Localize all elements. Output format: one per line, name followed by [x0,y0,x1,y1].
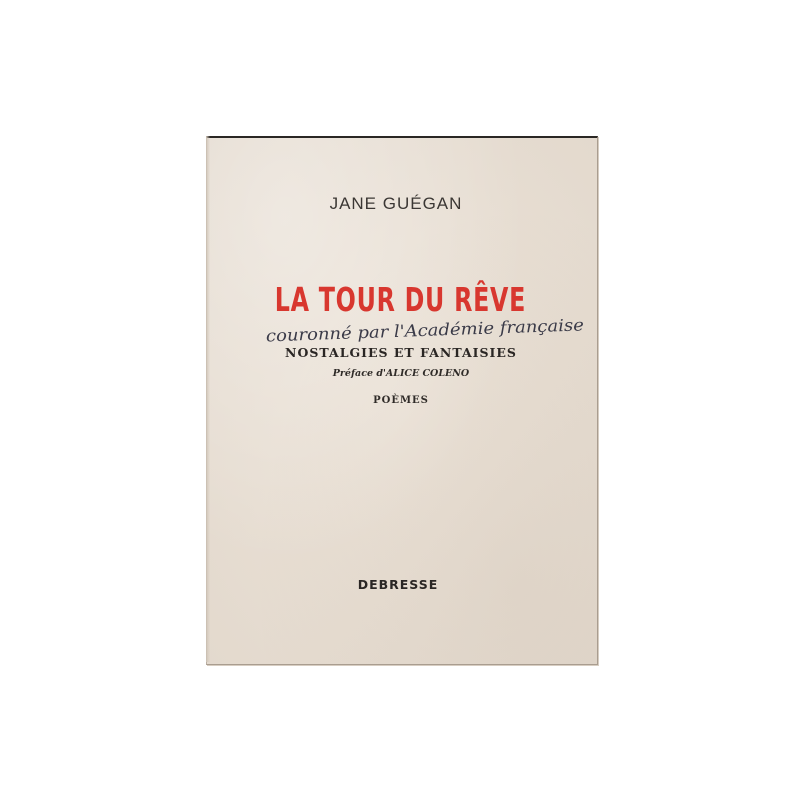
handwritten-inscription-text: couronné par l'Académie française [265,316,558,346]
book-title: LA TOUR DU RÊVE [274,280,527,319]
genre-label: POÈMES [373,395,429,406]
publisher-name: DEBRESSE [357,577,439,592]
author-name: JANE GUÉGAN [329,194,463,213]
book-subtitle: NOSTALGIES ET FANTAISIES [285,345,517,360]
preface-credit: Préface d'ALICE COLENO [332,368,470,379]
